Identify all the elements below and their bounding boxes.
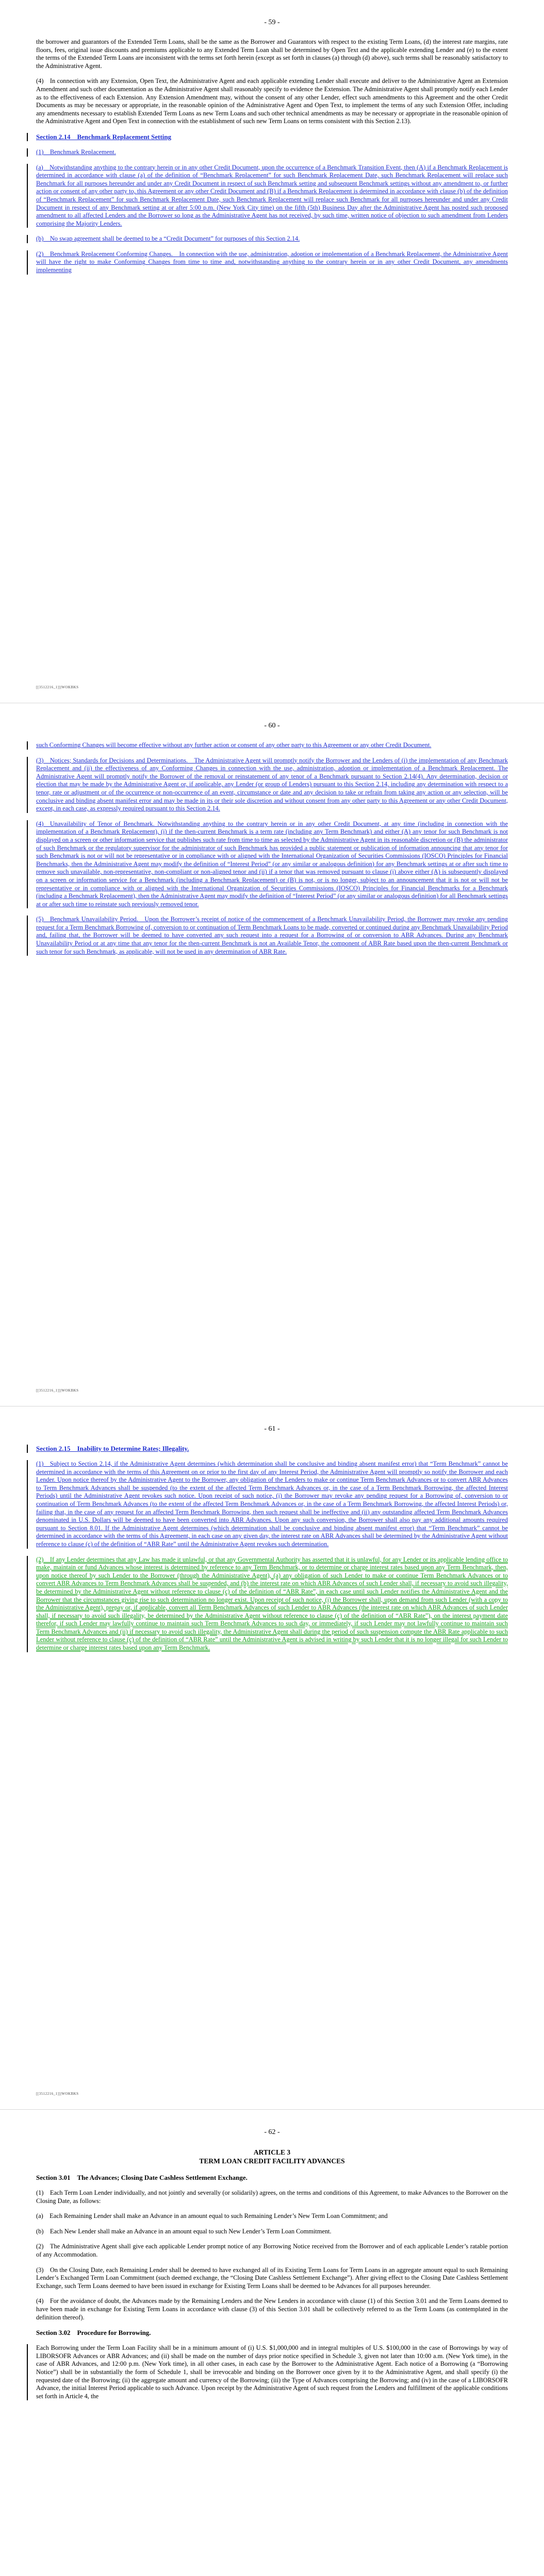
paragraph: (1) Each Term Loan Lender individually, and not jointly and severally (or solidarily) agrees, on the terms and conditions of this Agreement, to make Advances to the Borrower on the Closing Date, as follows: bbox=[36, 2189, 508, 2205]
inserted-paragraph: (a) Notwithstanding anything to the contrary herein or in any other Credit Document, upon the occurrence of a Benchmark Transition Event, then (A) if a Benchmark Replacement is determined in accordance with clause (a) of the definition of “Benchmark Replacement” for such Benchmark Replacement Date, such Benchmark Replacement will replace such Benchmark for all purposes hereunder and under any Credit Document in respect of such Benchmark setting and subsequent Benchmark settings without any amendment to, or further action or consent of any other party to, this Agreement or any other Credit Document and (B) if a Benchmark Replacement is determined in accordance with clause (b) of the definition of “Benchmark Replacement” for such Benchmark Replacement Date, such Benchmark Replacement will replace such Benchmark for all purposes hereunder and under any Credit Document in respect of any Benchmark setting at or after 5:00 p.m. (New York City time) on the fifth (5th) Business Day after the Administrative Agent has posted such proposed amendment to all affected Lenders and the Borrower so long as the Administrative Agent has not received, by such time, written notice of objection to such amendment from Lenders comprising the Majority Lenders. bbox=[36, 163, 508, 227]
inserted-paragraph: (1) Subject to Section 2.14, if the Administrative Agent determines (which determination shall be conclusive and binding absent manifest error) that “Term Benchmark” cannot be determined in accordance with the terms of this Agreement on or prior to the first day of any Interest Period, the Administrative Agent will promptly so notify the Borrower and each Lender. Upon notice thereof by the Administrative Agent to the Borrower, any obligation of the Lenders to make or continue Term Benchmark Advances or to convert ABR Advances to Term Benchmark Advances shall be suspended (to the extent of the affected Term Benchmark Advances or, in the case of a Term Benchmark Borrowing, the affected Interest Periods) until the Administrative Agent revokes such notice. Upon receipt of such notice, (i) the Borrower may revoke any pending request for a Borrowing of, conversion to or continuation of Term Benchmark Advances (to the extent of the affected Term Benchmark Advances or, in the case of a Term Benchmark Borrowing, the affected Interest Periods) or, failing that, in the case of any request for an affected Term Benchmark Borrowing, then such request shall be ineffective and (ii) any outstanding affected Term Benchmark Advances denominated in U.S. Dollars will be deemed to have been converted into ABR Advances. Upon any such conversion, the Borrower shall also pay any additional amounts required pursuant to Section 8.01. If the Administrative Agent determines (which determination shall be conclusive and binding absent manifest error) that “Term Benchmark” cannot be determined in accordance with the terms of this Agreement, in each case on any given day, the interest rate on ABR Advances shall be determined by the Administrative Agent without reference to clause (c) of the definition of “ABR Rate” until the Administrative Agent revokes such determination. bbox=[36, 1460, 508, 1548]
page-footer-code: [[3512216_1]]|WOKBKS bbox=[36, 685, 79, 689]
moved-paragraph: (2) If any Lender determines that any Law has made it unlawful, or that any Governmental Authority has asserted that it is unlawful, for any Lender or its applicable lending office to make, maintain or fund Advances whose interest is determined by reference to any Term Benchmark, or to determine or charge interest rates based upon any Term Benchmark, then, upon notice thereof by such Lender to the Borrower (through the Administrative Agent), (a) any obligation of such Lender to make or continue Term Benchmark Advances or to convert ABR Advances to Term Benchmark Advances shall be suspended, and (b) the interest rate on which ABR Advances of such Lender shall, if necessary to avoid such illegality, be determined by the Administrative Agent without reference to clause (c) of the definition of “ABR Rate”, in each case until such Lender notifies the Administrative Agent and the Borrower that the circumstances giving rise to such determination no longer exist. Upon receipt of such notice, (i) the Borrower shall, upon demand from such Lender (with a copy to the Administrative Agent), prepay or, if applicable, convert all Term Benchmark Advances of such Lender to ABR Advances (the interest rate on which ABR Advances of such Lender shall, if necessary to avoid such illegality, be determined by the Administrative Agent without reference to clause (c) of the definition of “ABR Rate”), on the interest payment date therefor, if such Lender may lawfully continue to maintain such Term Benchmark Advances to such day, or immediately, if such Lender may not lawfully continue to maintain such Term Benchmark Advances and (ii) if necessary to avoid such illegality, the Administrative Agent shall during the period of such suspension compute the ABR Rate applicable to such Lender without reference to clause (c) of the definition of “ABR Rate” until the Administrative Agent is advised in writing by such Lender that it is no longer illegal for such Lender to determine or charge interest rates based upon any Term Benchmark. bbox=[36, 1555, 508, 1652]
document-page-60 bbox=[0, 703, 544, 1406]
page-number: - 60 - bbox=[264, 722, 280, 730]
article-number: ARTICLE 3 bbox=[253, 2148, 291, 2156]
article-title: TERM LOAN CREDIT FACILITY ADVANCES bbox=[199, 2157, 345, 2165]
inserted-paragraph: (3) Notices; Standards for Decisions and Determinations. The Administrative Agent will promptly notify the Borrower and the Lenders of (i) the implementation of any Benchmark Replacement and (ii) the effectiveness of any Conforming Changes in connection with the use, administration, adoption or implementation of a Benchmark Replacement. The Administrative Agent will promptly notify the Borrower of the removal or reinstatement of any tenor of a Benchmark pursuant to Section 2.14(4). Any determination, decision or election that may be made by the Administrative Agent or, if applicable, any Lender (or group of Lenders) pursuant to this Section 2.14, including any determination with respect to a tenor, rate or adjustment or of the occurrence or non-occurrence of an event, circumstance or date and any decision to take or refrain from taking any action or any selection, will be conclusive and binding absent manifest error and may be made in its or their sole discretion and without consent from any other party to this Agreement or any other Credit Document, except, in each case, as expressly required pursuant to this Section 2.14. bbox=[36, 756, 508, 812]
page-number: - 62 - bbox=[264, 2128, 280, 2136]
document-page-61 bbox=[0, 1406, 544, 2110]
section-heading: Section 2.15 Inability to Determine Rates; Illegality. bbox=[36, 1445, 508, 1453]
paragraph: the borrower and guarantors of the Extended Term Loans, shall be the same as the Borrower and Guarantors with respect to the existing Term Loans, (d) the interest rate margins, rate floors, fees, original issue discounts and premiums applicable to any Extended Term Loan shall be determined by Open Text and the applicable extending Lender and (e) to the extent the terms of the Extended Term Loans are inconsistent with the terms set forth herein (except as set forth in clauses (a) through (d) above), such terms shall be reasonably satisfactory to the Administrative Agent. bbox=[36, 38, 508, 70]
section-heading: Section 3.02 Procedure for Borrowing. bbox=[36, 2329, 151, 2337]
paragraph: (3) On the Closing Date, each Remaining Lender shall be deemed to have exchanged all of its Existing Term Loans for Term Loans in an aggregate amount equal to such Remaining Lender’s Exchanged Term Loan Commitment (such deemed exchange, the “Closing Date Cashless Settlement Exchange”). After giving effect to the Closing Date Cashless Settlement Exchange, such Term Loans deemed to have been issued in exchange for Existing Term Loans shall be deemed to be Advances for all purposes hereunder. bbox=[36, 2266, 508, 2290]
paragraph: Each Borrowing under the Term Loan Facility shall be in a minimum amount of (i) U.S. $1,000,000 and in integral multiples of U.S. $100,000 in the case of Borrowings by way of LIBORSOFR Advances or ABR Advances; and (ii) shall be made on the number of days prior notice specified in Schedule 3, given not later than 10:00 a.m. (New York time), in the case of ABR Advances, and 12:00 p.m. (New York time), in all other cases, in each case by the Borrower to the Administrative Agent. Each notice of a Borrowing (a “Borrowing Notice”) shall be in substantially the form of Schedule 1, shall be irrevocable and binding on the Borrower once given by it to the Administrative Agent, and shall specify (i) the requested date of the Borrowing; (ii) the aggregate amount and currency of the Borrowing; (iii) the Type of Advances comprising the Borrowing; and (iv) in the case of a LIBORSOFR Advance, the initial Interest Period applicable to such Advance. Upon receipt by the Administrative Agent of such request from the Lenders and fulfillment of the applicable conditions set forth in Article 4, the bbox=[36, 2344, 508, 2400]
page-number: - 61 - bbox=[264, 1425, 280, 1433]
section-heading: Section 2.14 Benchmark Replacement Setting bbox=[36, 133, 508, 141]
page-footer-code: [[3512216_1]]|WOKBKS bbox=[36, 2092, 79, 2096]
inserted-paragraph: such Conforming Changes will become effective without any further action or consent of any other party to this Agreement or any other Credit Document. bbox=[36, 741, 508, 750]
section-heading: Section 3.01 The Advances; Closing Date Cashless Settlement Exchange. bbox=[36, 2174, 248, 2181]
page-number: - 59 - bbox=[264, 19, 280, 26]
inserted-paragraph: (b) No swap agreement shall be deemed to be a “Credit Document” for purposes of this Section 2.14. bbox=[36, 235, 508, 243]
article-heading bbox=[36, 2148, 508, 2165]
inserted-paragraph: (4) Unavailability of Tenor of Benchmark. Notwithstanding anything to the contrary herein or in any other Credit Document, at any time (including in connection with the implementation of a Benchmark Replacement), (i) if the then-current Benchmark is a term rate (including any Term Benchmark) and either (A) any tenor for such Benchmark is not displayed on a screen or other information service that publishes such rate from time to time as selected by the Administrative Agent in its reasonable discretion or (B) the administrator of such Benchmark or the regulatory supervisor for the administrator of such Benchmark has provided a public statement or publication of information announcing that any tenor for such Benchmark is not or will not be representative or in compliance with or aligned with the International Organization of Securities Commissions (IOSCO) Principles for Financial Benchmarks, then the Administrative Agent may modify the definition of “Interest Period” (or any similar or analogous definition) for any Benchmark settings at or after such time to remove such unavailable, non-representative, non-compliant or non-aligned tenor and (ii) if a tenor that was removed pursuant to clause (i) above either (A) is subsequently displayed on a screen or information service for a Benchmark (including a Benchmark Replacement) or (B) is not, or is no longer, subject to an announcement that it is not or will not be representative or in compliance with or aligned with the International Organization of Securities Commissions (IOSCO) Principles for Financial Benchmarks for a Benchmark (including a Benchmark Replacement), then the Administrative Agent may modify the definition of “Interest Period” (or any similar or analogous definition) for all Benchmark settings at or after such time to reinstate such previously removed tenor. bbox=[36, 820, 508, 908]
paragraph: (2) The Administrative Agent shall give each applicable Lender prompt notice of any Borrowing Notice received from the Borrower and of each applicable Lender’s ratable portion of any Accommodation. bbox=[36, 2243, 508, 2258]
paragraph: (4) For the avoidance of doubt, the Advances made by the Remaining Lenders and the New Lenders in accordance with clause (1) of this Section 3.01 and the Term Loans deemed to have been made in exchange for Existing Term Loans in accordance with clause (3) of this Section 3.01 shall be collectively referred to as the Term Loans (as contemplated in the definition thereof). bbox=[36, 2297, 508, 2321]
page-footer-code: [[3512216_1]]|WOKBKS bbox=[36, 1388, 79, 1393]
document-page-59 bbox=[0, 0, 544, 703]
inserted-paragraph: (5) Benchmark Unavailability Period. Upon the Borrower’s receipt of notice of the commencement of a Benchmark Unavailability Period, the Borrower may revoke any pending request for a Term Benchmark Borrowing of, conversion to or continuation of Term Benchmark Loans to be made, converted or continued during any Benchmark Unavailability Period and, failing that, the Borrower will be deemed to have converted any such request into a request for a Borrowing of or conversion to ABR Advances. During any Benchmark Unavailability Period or at any time that any tenor for the then-current Benchmark is not an Available Tenor, the component of ABR Rate based upon the then-current Benchmark or such tenor for such Benchmark, as applicable, will not be used in any determination of ABR Rate. bbox=[36, 916, 508, 955]
inserted-paragraph: (2) Benchmark Replacement Conforming Changes. In connection with the use, administration, adoption or implementation of a Benchmark Replacement, the Administrative Agent will have the right to make Conforming Changes from time to time and, notwithstanding anything to the contrary herein or in any other Credit Document, any amendments implementing bbox=[36, 250, 508, 274]
paragraph: (b) Each New Lender shall make an Advance in an amount equal to such New Lender’s Term Loan Commitment. bbox=[36, 2227, 332, 2235]
inserted-paragraph: (1) Benchmark Replacement. bbox=[36, 148, 508, 157]
paragraph: (4) In connection with any Extension, Open Text, the Administrative Agent and each applicable extending Lender shall execute and deliver to the Administrative Agent an Extension Amendment and such other documentation as the Administrative Agent shall reasonably specify to evidence the Extension. The Administrative Agent shall promptly notify each Lender as to the effectiveness of each Extension. Any Extension Amendment may, without the consent of any other Lender, effect such amendments to this Agreement and the other Credit Documents as may be necessary or appropriate, in the reasonable opinion of the Administrative Agent and Open Text, to implement the terms of any such Extension Offer, including any amendments necessary to establish Extended Term Loans as new Term Loans and such other technical amendments as may be necessary or appropriate in the reasonable opinion of the Administrative Agent and Open Text in connection with the establishment of such new Term Loans on terms consistent with this Section 2.13). bbox=[36, 77, 508, 125]
document-page-62 bbox=[0, 2110, 544, 2576]
paragraph: (a) Each Remaining Lender shall make an Advance in an amount equal to such Remaining Lender’s New Term Loan Commitment; and bbox=[36, 2212, 388, 2220]
